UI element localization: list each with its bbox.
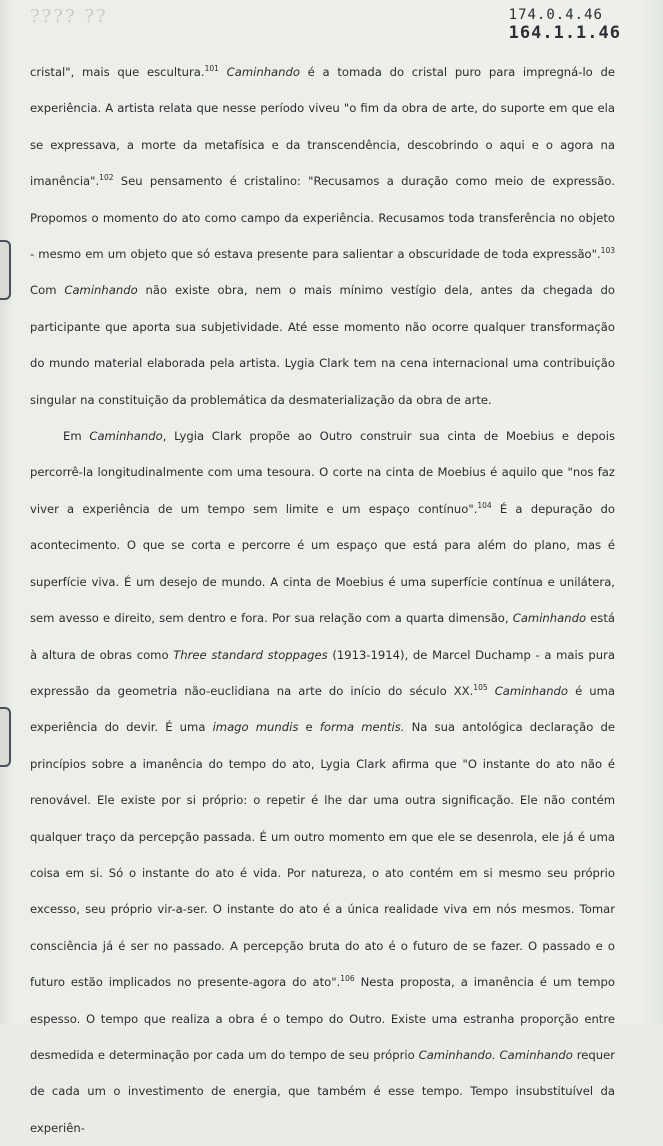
bleed-through-marks: ???? ?? [30,6,108,27]
paragraph-1: cristal", mais que escultura.$^{101}$ Caminhando é a tomada do cristal puro para impregná-lo de experiência. A artista relata que nesse período viveu "o fim da obra de arte, do suporte em que ela se expressava, a morte da metafísica e da transcendência, descobrindo o aqui e o agora na imanência".$^{102}$ Seu pensamento é cristalino: "Recusamos a duração como meio de expressão. Propomos o momento do ato como campo da experiência. Recusamos toda transferência no objeto - mesmo em um objeto que só estava presente para salientar a obscuridade de toda expressão".$^{103}$ Com Caminhando não existe obra, nem o mais mínimo vestígio dela, antes da chegada do participante que aporta sua subjetividade. Até esse momento não ocorre qualquer transformação do mundo material elaborada pela artista. Lygia Clark tem na cena internacional uma contribuição singular na constituição da problemática da desmaterialização da obra de arte. [30,64,615,407]
binding-clip-bottom [0,707,11,767]
footnote-ref-103: 103 [600,246,615,256]
catalog-number-annotation [509,6,621,42]
catalog-number-line-2: 164.1.1.46 [508,23,621,43]
binding-clip-top [0,240,11,300]
body-text [30,54,615,1146]
footnote-ref-102: 102 [99,173,114,183]
catalog-number-line-1: 174.0.4.46 [508,7,603,23]
paragraph-2: Em Caminhando, Lygia Clark propõe ao Outro construir sua cinta de Moebius e depois percorrê-la longitudinalmente com uma tesoura. O corte na cinta de Moebius é aquilo que "nos faz viver a experiência de um tempo sem limite e um espaço contínuo".$^{104}$ É a depuração do acontecimento. O que se corta e percorre é um espaço que está para além do plano, mas é superfície viva. É um desejo de mundo. A cinta de Moebius é uma superfície contínua e unilátera, sem avesso e direito, sem dentro e fora. Por sua relação com a quarta dimensão, Caminhando está à altura de obras como Three standard stoppages (1913-1914), de Marcel Duchamp - a mais pura expressão da geometria não-euclidiana na arte do início do século XX.$^{105}$ Caminhando é uma experiência do devir. É uma imago mundis e forma mentis. Na sua antológica declaração de princípios sobre a imanência do tempo do ato, Lygia Clark afirma que "O instante do ato não é renovável. Ele existe por si próprio: o repetir é lhe dar uma outra significação. Ele não contém qualquer traço da percepção passada. É um outro momento em que ele se desenrola, ele já é uma coisa em si. Só o instante do ato é vida. Por natureza, o ato contém em si mesmo seu próprio excesso, seu próprio vir-a-ser. O instante do ato é a única realidade viva em nós mesmos. Tomar consciência já é ser no passado. A percepção bruta do ato é o futuro de se fazer. O passado e o futuro estão implicados no presente-agora do ato".$^{106}$ Nesta proposta, a imanência é um tempo espesso. O tempo que realiza a obra é o tempo do Outro. Existe uma estranha proporção entre desmedida e determinação por cada um do tempo de seu próprio Caminhando. Caminhando requer de cada um o investimento de energia, que também é esse tempo. Tempo insubstituível da experiên- [30,429,616,1135]
footnote-ref-105: 105 [473,682,488,692]
footnote-ref-101: 101 [204,64,219,73]
footnote-ref-104: 104 [477,500,492,510]
footnote-ref-106: 106 [340,974,355,984]
